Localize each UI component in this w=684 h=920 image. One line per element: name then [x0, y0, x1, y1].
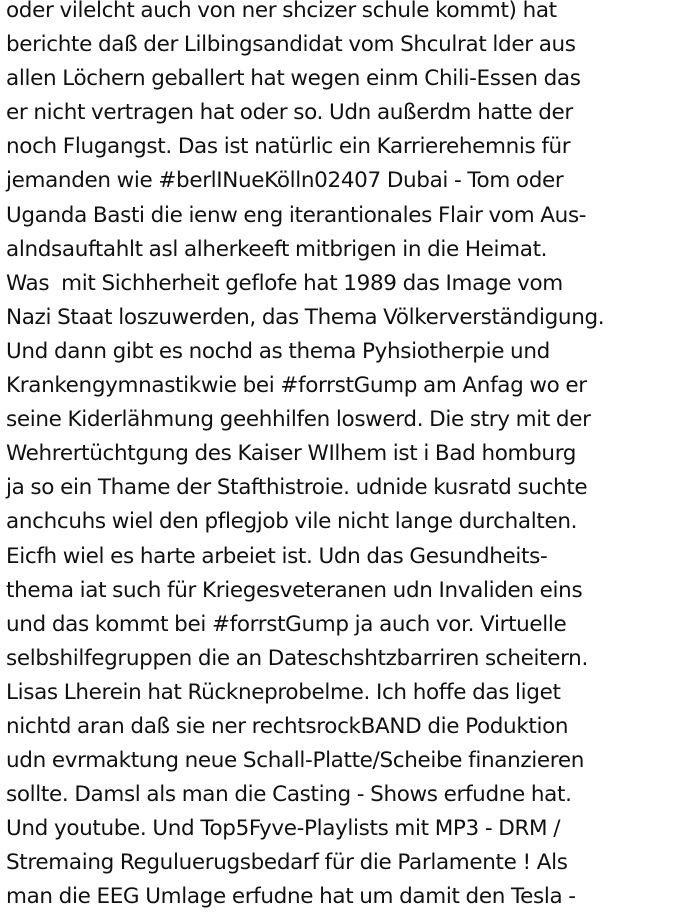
text-line: Was mit Sichherheit geflofe hat 1989 das Image vom: [6, 270, 563, 296]
text-line: nichtd aran daß sie ner rechtsrockBAND die Poduktion: [6, 713, 569, 739]
text-line: Und youtube. Und Top5Fyve-Playlists mit MP3 - DRM /: [6, 816, 561, 842]
text-line: und das kommt bei #forrstGump ja auch vor. Virtuelle: [6, 611, 567, 637]
text-line: anchcuhs wiel den pflegjob vile nicht lange durchalten.: [6, 509, 578, 535]
text-line: Lisas Lherein hat Rückneprobelme. Ich hoffe das liget: [6, 679, 561, 705]
text-line: ja so ein Thame der Stafthistroie. udnide kusratd suchte: [6, 475, 588, 501]
text-line: Stremaing Reguluerugsbedarf für die Parlamente ! Als: [6, 850, 568, 876]
text-line: allen Löchern geballert hat wegen einm Chili-Essen das: [6, 66, 581, 92]
text-line: Eicfh wiel es harte arbeiet ist. Udn das Gesundheits-: [6, 543, 548, 569]
text-line: alndsauftahlt asl alherkeeft mitbrigen in die Heimat.: [6, 236, 548, 262]
text-line: udn evrmaktung neue Schall-Platte/Scheibe finanzieren: [6, 748, 584, 774]
text-line: selbshilfegruppen die an Dateschshtzbarriren scheitern.: [6, 645, 588, 671]
text-line: Nazi Staat loszuwerden, das Thema Völkerverständigung.: [6, 304, 605, 330]
text-line: Uganda Basti die ienw eng iterantionales Flair vom Aus-: [6, 202, 587, 228]
text-line: oder vilelcht auch von ner shcizer schule kommt) hat: [6, 0, 557, 23]
text-line: Wehrertüchtgung des Kaiser WIlhem ist i Bad homburg: [6, 441, 577, 467]
text-line: man die EEG Umlage erfudne hat um damit den Tesla -: [6, 884, 576, 910]
text-line: Krankengymnastikwie bei #forrstGump am Anfag wo er: [6, 373, 587, 399]
text-line: er nicht vertragen hat oder so. Udn außerdm hatte der: [6, 100, 573, 126]
text-line: noch Flugangst. Das ist natürlic ein Karrierehemnis für: [6, 134, 571, 160]
text-line: berichte daß der Lilbingsandidat vom Shculrat lder aus: [6, 32, 576, 58]
text-line: sollte. Damsl als man die Casting - Shows erfudne hat.: [6, 782, 572, 808]
body-text: [6, 0, 678, 915]
text-line: seine Kiderlähmung geehhilfen loswerd. Die stry mit der: [6, 407, 591, 433]
text-line: jemanden wie #berlINueKölln02407 Dubai - Tom oder: [6, 168, 564, 194]
text-line: Und dann gibt es nochd as thema Pyhsiotherpie und: [6, 338, 550, 364]
text-line: thema iat such für Kriegesveteranen udn Invaliden eins: [6, 577, 583, 603]
